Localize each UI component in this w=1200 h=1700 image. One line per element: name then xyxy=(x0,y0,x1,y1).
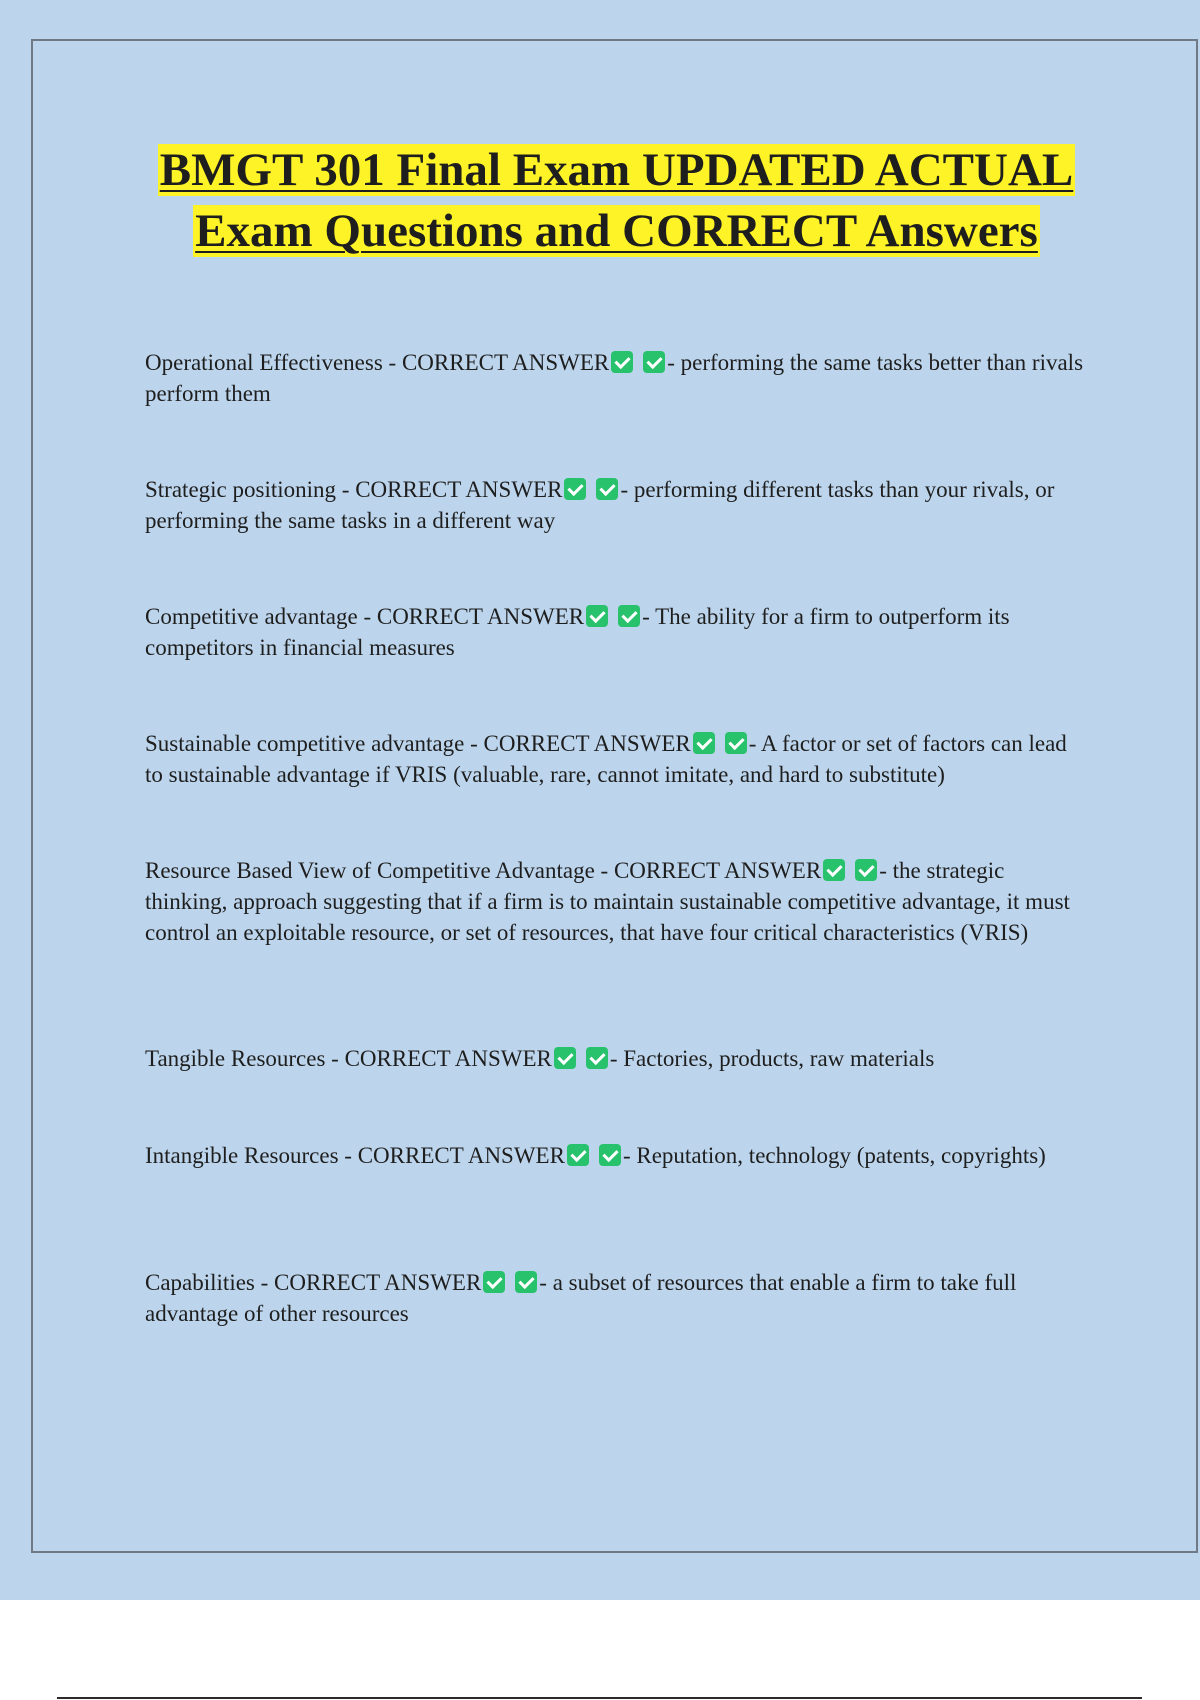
entry-term: Capabilities xyxy=(145,1270,255,1295)
entry-answer-marker: CORRECT ANSWER xyxy=(483,731,691,756)
check-icon xyxy=(823,859,845,881)
entry-answer-marker: CORRECT ANSWER xyxy=(357,1143,565,1168)
check-icon xyxy=(855,859,877,881)
check-icon xyxy=(554,1047,576,1069)
entry-definition: performing the same tasks better than rivals perform them xyxy=(145,350,1084,406)
qa-entry: Operational Effectiveness - CORRECT ANSWER - performing the same tasks better than rivals perform them xyxy=(145,350,1084,406)
entry-answer-marker: CORRECT ANSWER xyxy=(376,604,585,629)
entry-definition: A factor or set of factors can lead to sustainable advantage if VRIS (valuable, rare, cannot imitate, and hard to substitute) xyxy=(145,731,1067,787)
entry-definition: Reputation, technology (patents, copyrights) xyxy=(636,1143,1046,1168)
entry-answer-marker: CORRECT ANSWER xyxy=(401,350,610,375)
check-icon xyxy=(586,1047,608,1069)
check-icon xyxy=(725,732,747,754)
qa-entry: Resource Based View of Competitive Advantage - CORRECT ANSWER - the strategic thinking, approach suggesting that if a firm is to maintain sustainable competitive advantage, it must control an exploitable resource, or set of resources, that have four critical characteristics (VRIS) xyxy=(145,858,1070,945)
entry-answer-marker: CORRECT ANSWER xyxy=(355,477,563,502)
check-icon xyxy=(599,1144,621,1166)
entry-term: Operational Effectiveness xyxy=(145,350,383,375)
check-icon xyxy=(596,478,618,500)
qa-entry: Capabilities - CORRECT ANSWER - a subset of resources that enable a firm to take full advantage of other resources xyxy=(145,1270,1017,1326)
check-icon xyxy=(564,478,586,500)
entry-term: Tangible Resources xyxy=(145,1046,326,1071)
qa-entry: Intangible Resources - CORRECT ANSWER - Reputation, technology (patents, copyrights) xyxy=(145,1143,1046,1168)
entry-answer-marker: CORRECT ANSWER xyxy=(344,1046,552,1071)
document-title-text: BMGT 301 Final Exam UPDATED ACTUAL Exam Questions and CORRECT Answers xyxy=(159,144,1074,257)
check-icon xyxy=(611,351,633,373)
qa-entry: Tangible Resources - CORRECT ANSWER - Factories, products, raw materials xyxy=(145,1046,935,1071)
entry-definition: the strategic thinking, approach suggesting that if a firm is to maintain sustainable competitive advantage, it must control an exploitable resource, or set of resources, that have four critical characteristics (VRIS) xyxy=(145,858,1070,945)
entry-definition: The ability for a firm to outperform its competitors in financial measures xyxy=(145,604,1010,660)
entry-term: Intangible Resources xyxy=(145,1143,339,1168)
entry-term: Strategic positioning xyxy=(145,477,337,502)
qa-entry: Sustainable competitive advantage - CORRECT ANSWER - A factor or set of factors can lead to sustainable advantage if VRIS (valuable, rare, cannot imitate, and hard to substitute) xyxy=(145,731,1067,787)
entry-answer-marker: CORRECT ANSWER xyxy=(274,1270,482,1295)
entry-answer-marker: CORRECT ANSWER xyxy=(613,858,822,883)
check-icon xyxy=(643,351,665,373)
entry-definition: Factories, products, raw materials xyxy=(623,1046,935,1071)
entry-definition: a subset of resources that enable a firm to take full advantage of other resources xyxy=(145,1270,1017,1326)
entry-term: Sustainable competitive advantage xyxy=(145,731,465,756)
entry-term: Competitive advantage xyxy=(145,604,358,629)
check-icon xyxy=(693,732,715,754)
qa-entry: Strategic positioning - CORRECT ANSWER - performing different tasks than your rivals, or performing the same tasks in a different way xyxy=(145,477,1055,533)
qa-entry: Competitive advantage - CORRECT ANSWER - The ability for a firm to outperform its competitors in financial measures xyxy=(145,604,1010,660)
document-title xyxy=(100,140,1133,262)
entry-term: Resource Based View of Competitive Advantage xyxy=(145,858,595,883)
entry-definition: performing different tasks than your rivals, or performing the same tasks in a different way xyxy=(145,477,1055,533)
check-icon xyxy=(567,1144,589,1166)
footer-divider xyxy=(57,1697,1142,1699)
check-icon xyxy=(586,605,608,627)
check-icon xyxy=(618,605,640,627)
check-icon xyxy=(483,1271,505,1293)
check-icon xyxy=(515,1271,537,1293)
